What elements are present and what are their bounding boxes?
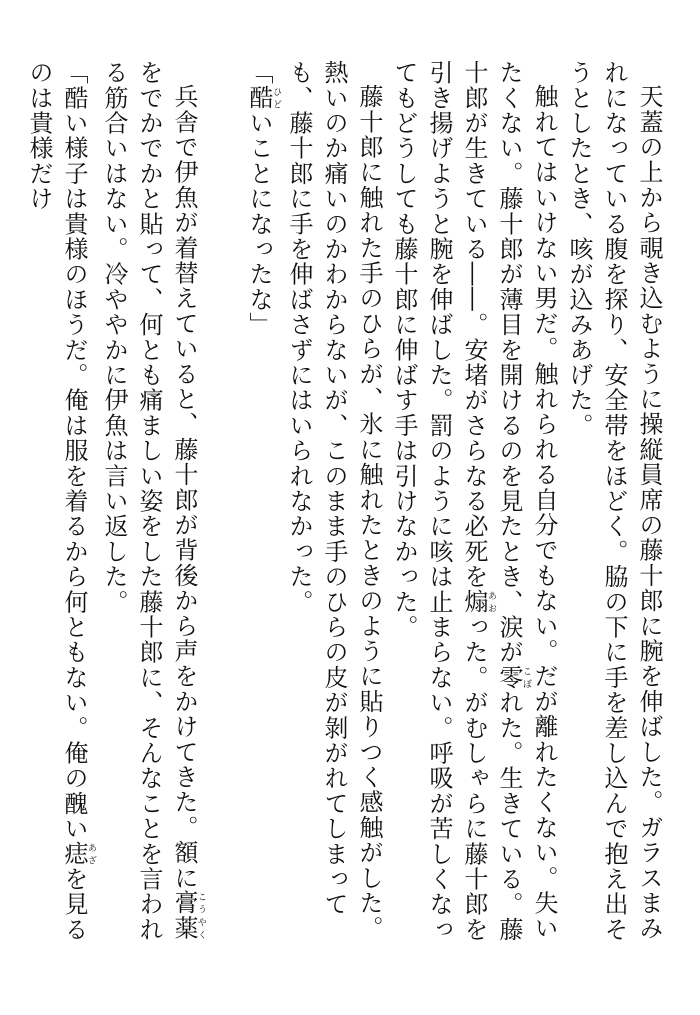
ruby-base: 煽: [460, 589, 488, 615]
text-run: 「酷い様子は貴様のほうだ。俺は服を着るから何ともない。俺の醜い: [60, 60, 88, 842]
text-run: れた。生きている。藤十郎が生きている――。安堵がさらなる必死を: [460, 60, 523, 943]
paragraph: [241, 60, 281, 960]
ruby-annotation: [245, 85, 281, 111]
text-run: 「: [245, 60, 273, 86]
text-run: 藤十郎に触れた手のひらが、氷に触れたときのように貼りつく感触がした。熱いのか痛いのかわからないが、このまま手のひらの皮が剝がれてしまっても、藤十郎に手を伸ばさずにはいられなかった。: [285, 60, 383, 941]
ruby-reading: こぼ: [521, 664, 531, 691]
ruby-annotation: [495, 664, 531, 691]
ruby-reading: あお: [486, 589, 496, 615]
ruby-reading: ひど: [271, 85, 281, 111]
vertical-text-body: [26, 60, 666, 960]
ruby-reading: こうやく: [196, 890, 206, 941]
ruby-annotation: [60, 841, 96, 867]
paragraph: [281, 60, 386, 960]
text-run: を見るのは貴様だけ: [25, 60, 88, 943]
ruby-reading: あざ: [86, 841, 96, 867]
paragraph: [561, 60, 666, 960]
text-run: った。がむしゃらに藤十郎を引き揚げようと腕を伸ばした。罰のように咳は止まらない。呼吸が苦しくなってもどうしても藤十郎に伸ばす手は引けなかった。: [390, 60, 488, 943]
text-run: 触れてはいけない男だ。触れられる自分でもない。だが離れたくない。失いたくない。藤十郎が薄目を開けるのを見たとき、涙が: [495, 60, 558, 941]
ruby-base: 膏薬: [170, 890, 198, 941]
text-run: 天蓋の上から覗き込むように操縦員席の藤十郎に腕を伸ばした。ガラスまみれになっている腹を探り、安全帯をほどく。脇の下に手を差し込んで抱え出そうとしたとき、咳が込みあげた。: [565, 60, 663, 943]
ruby-base: 痣: [60, 841, 88, 867]
paragraph: [386, 60, 561, 960]
text-run: いことになったな」: [245, 110, 273, 338]
ruby-annotation: [170, 890, 206, 941]
paragraph: [21, 60, 96, 960]
text-run: 兵舎で伊魚が着替えていると、藤十郎が背後から声をかけてきた。額に: [170, 84, 198, 891]
text-run: をでかでかと貼って、何とも痛ましい姿をした藤十郎に、そんなことを言われる筋合いはない。冷ややかに伊魚は言い返した。: [100, 60, 163, 942]
paragraph: [96, 60, 206, 960]
ruby-annotation: [460, 589, 496, 615]
ruby-base: 酷: [245, 85, 273, 111]
ruby-base: 零: [495, 664, 523, 691]
